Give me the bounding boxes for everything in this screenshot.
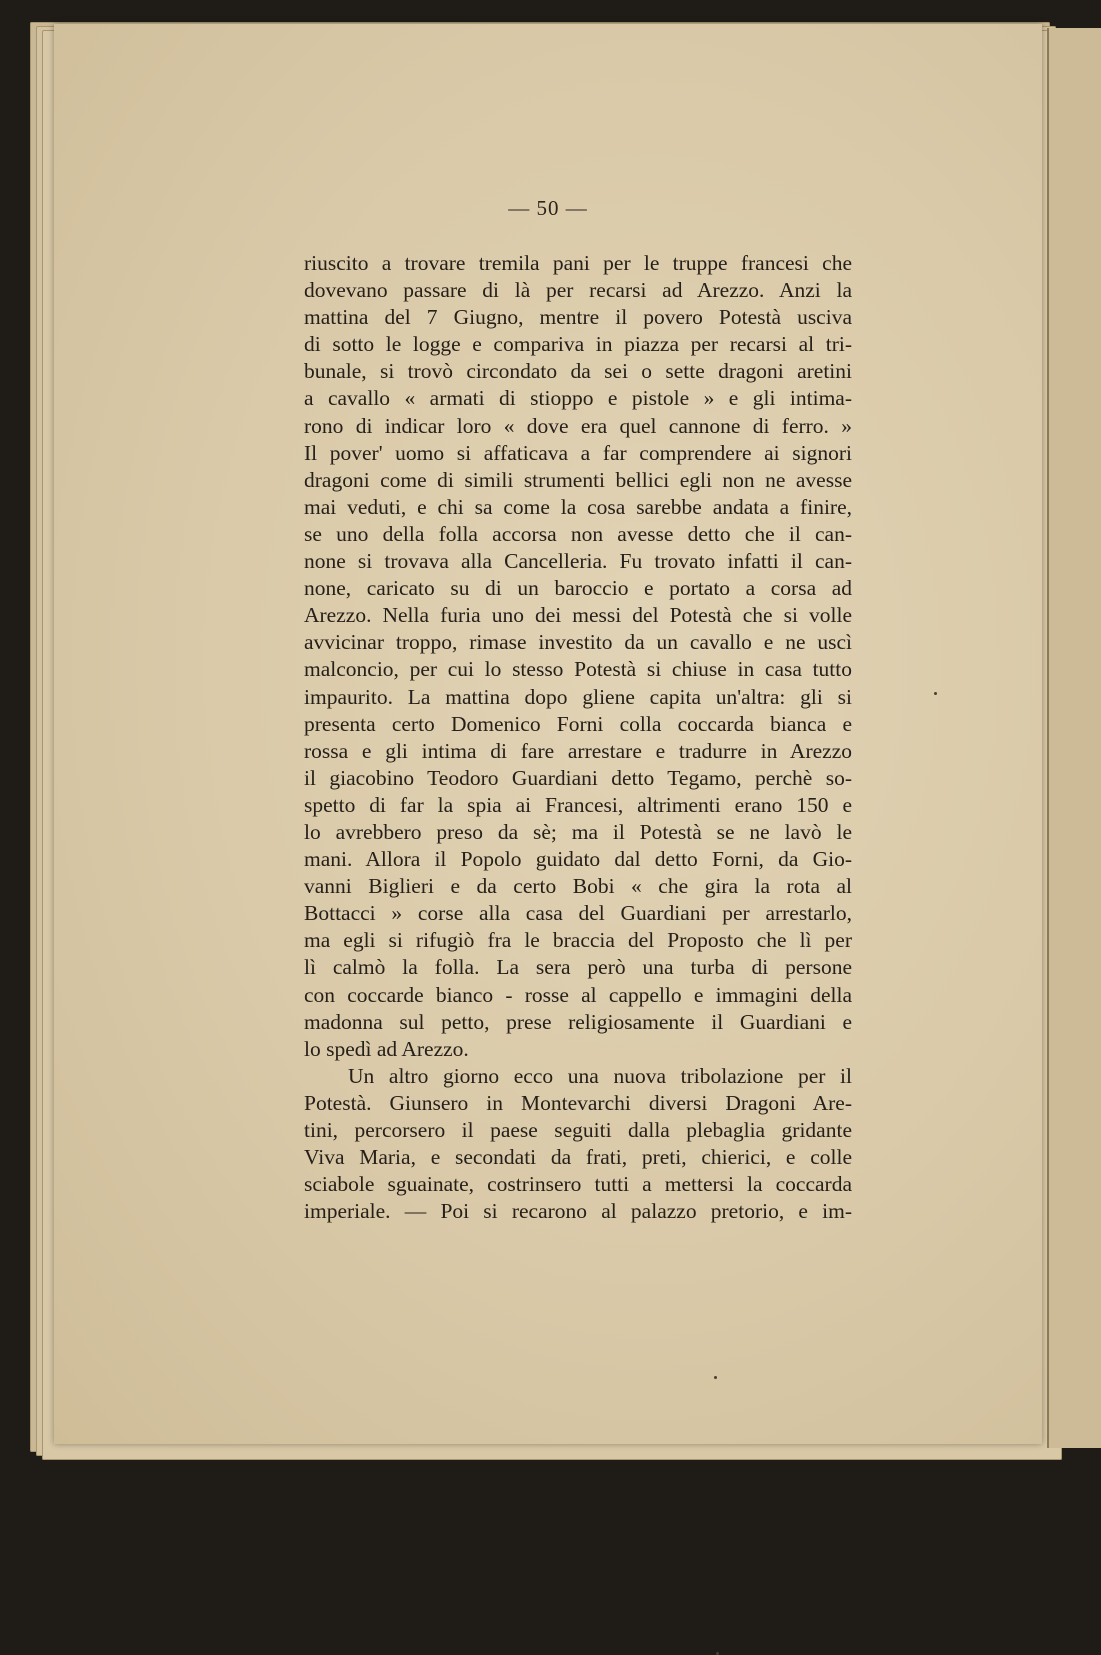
text-line: mattina del 7 Giugno, mentre il povero Potestà usciva (304, 305, 852, 330)
text-line: spetto di far la spia ai Francesi, altrimenti erano 150 e (304, 792, 852, 817)
text-line: di sotto le logge e compariva in piazza per recarsi al tri- (304, 332, 852, 357)
text-line: Arezzo. Nella furia uno dei messi del Potestà che si volle (304, 603, 852, 628)
text-line: Viva Maria, e secondati da frati, preti, chierici, e colle (304, 1145, 852, 1170)
paragraph-2 (304, 1063, 852, 1226)
text-line: il giacobino Teodoro Guardiani detto Tegamo, perchè so- (304, 765, 852, 790)
text-line: mani. Allora il Popolo guidato dal detto Forni, da Gio- (304, 847, 852, 872)
page-number: — 50 — (508, 196, 588, 220)
text-line: sciabole sguainate, costrinsero tutti a mettersi la coccarda (304, 1172, 852, 1197)
text-line: bunale, si trovò circondato da sei o sette dragoni aretini (304, 359, 852, 384)
paper-speck (714, 1376, 717, 1379)
text-line: tini, percorsero il paese seguiti dalla plebaglia gridante (304, 1118, 852, 1142)
text-line: lì calmò la folla. La sera però una turba di persone (304, 955, 852, 980)
text-line: mai veduti, e chi sa come la cosa sarebbe andata a finire, (304, 494, 852, 519)
text-line: none, caricato su di un baroccio e portato a corsa ad (304, 576, 852, 601)
text-line: lo spedì ad Arezzo. (304, 1036, 469, 1061)
text-line: madonna sul petto, prese religiosamente il Guardiani e (304, 1009, 852, 1034)
text-line: se uno della folla accorsa non avesse detto che il can- (304, 521, 852, 546)
text-line: Potestà. Giunsero in Montevarchi diversi Dragoni Are- (304, 1090, 852, 1115)
text-line: Il pover' uomo si affaticava a far comprendere ai signori (304, 440, 852, 465)
body-text (304, 250, 852, 1225)
text-line: riuscito a trovare tremila pani per le truppe francesi che (304, 251, 852, 275)
text-line: impaurito. La mattina dopo gliene capita un'altra: gli si (304, 684, 852, 709)
text-line: a cavallo « armati di stioppo e pistole » e gli intima- (304, 386, 852, 411)
text-line: none si trovava alla Cancelleria. Fu trovato infatti il can- (304, 549, 852, 574)
text-line: imperiale. — Poi si recarono al palazzo pretorio, e im- (304, 1199, 852, 1224)
text-line: malconcio, per cui lo stesso Potestà si chiuse in casa tutto (304, 657, 852, 682)
text-line: rossa e gli intima di fare arrestare e tradurre in Arezzo (304, 738, 852, 763)
text-line: vanni Biglieri e da certo Bobi « che gira la rota al (304, 874, 852, 899)
text-line: lo avrebbero preso da sè; ma il Potestà se ne lavò le (304, 819, 852, 844)
text-line: avvicinar troppo, rimase investito da un cavallo e ne uscì (304, 630, 852, 655)
text-line: Bottacci » corse alla casa del Guardiani per arrestarlo, (304, 901, 852, 926)
text-line: dragoni come di simili strumenti bellici egli non ne avesse (304, 467, 852, 492)
text-line: con coccarde bianco - rosse al cappello e immagini della (304, 982, 852, 1007)
paper-speck (934, 692, 937, 695)
paragraph-1 (304, 250, 852, 1063)
text-line: ma egli si rifugiò fra le braccia del Proposto che lì per (304, 928, 852, 953)
facing-page-edge (1047, 28, 1101, 1448)
text-line: presenta certo Domenico Forni colla coccarda bianca e (304, 711, 852, 736)
text-line: dovevano passare di là per recarsi ad Arezzo. Anzi la (304, 278, 852, 303)
text-line: rono di indicar loro « dove era quel cannone di ferro. » (304, 413, 852, 438)
book-page (54, 24, 1042, 1444)
text-line: Un altro giorno ecco una nuova tribolazione per il (348, 1063, 852, 1088)
